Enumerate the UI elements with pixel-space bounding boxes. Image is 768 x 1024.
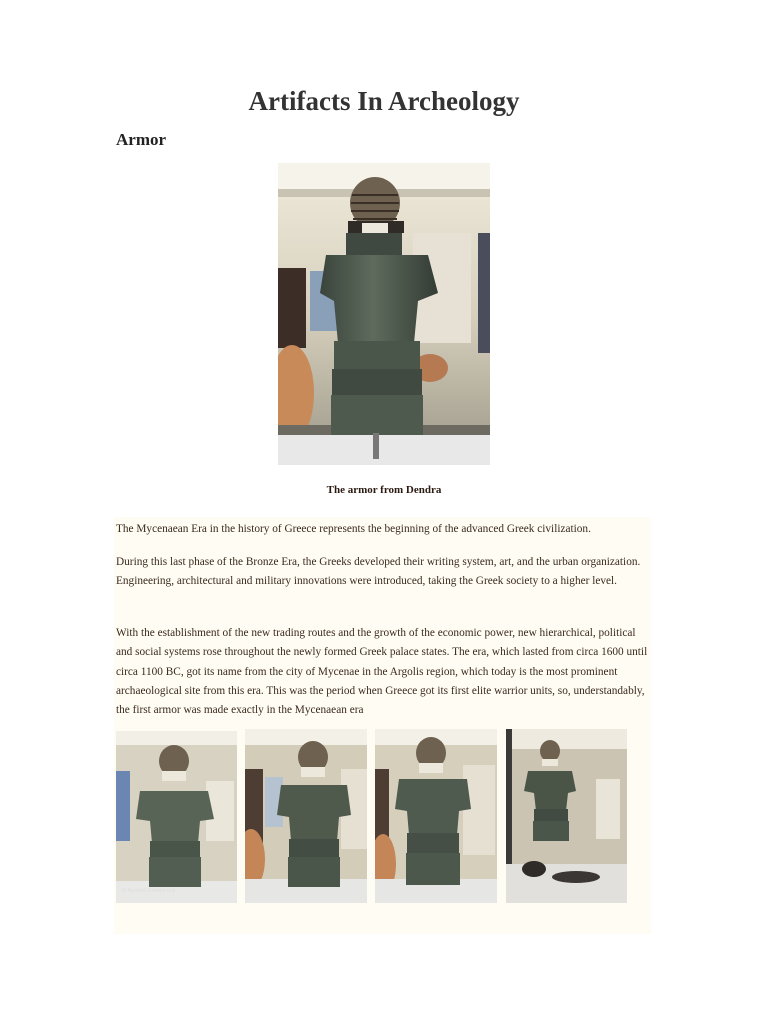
paragraph-bronze-era: During this last phase of the Bronze Era, the Greeks developed their writing system, art, and the urban organization. Engineering, architectural and military innovations were introduced, taking the Greek society to a higher level.	[116, 556, 641, 588]
watermark-text: © Ancient-Greece.org	[122, 888, 175, 894]
section-heading: Armor	[116, 130, 167, 149]
gallery-photo-4	[506, 729, 627, 903]
armor-photo-icon	[245, 729, 367, 903]
paragraph-intro: The Mycenaean Era in the history of Greece represents the beginning of the advanced Greek civilization.	[116, 523, 591, 535]
paragraph-mycenaean: With the establishment of the new trading routes and the growth of the economic power, new hierarchical, political and social systems rose throughout the newly formed Greek palace states. The era, which lasted from circa 1600 until circa 1100 BC, got its name from the city of Mycenae in the Argolis region, which today is the most prominent archaeological site from this era. This was the period when Greece got its first elite warrior units, so, understandably, the first armor was made exactly in the Mycenaean era	[116, 627, 648, 717]
image-caption: The armor from Dendra	[326, 484, 442, 496]
armor-photo-icon	[116, 731, 237, 903]
gallery-photo-2	[245, 729, 367, 903]
armor-photo-icon	[506, 729, 627, 903]
page-title: Artifacts In Archeology	[248, 86, 520, 116]
armor-photo-icon	[278, 163, 490, 465]
armor-photo-icon	[375, 729, 497, 903]
gallery-photo-1	[116, 731, 237, 903]
gallery-photo-3	[375, 729, 497, 903]
